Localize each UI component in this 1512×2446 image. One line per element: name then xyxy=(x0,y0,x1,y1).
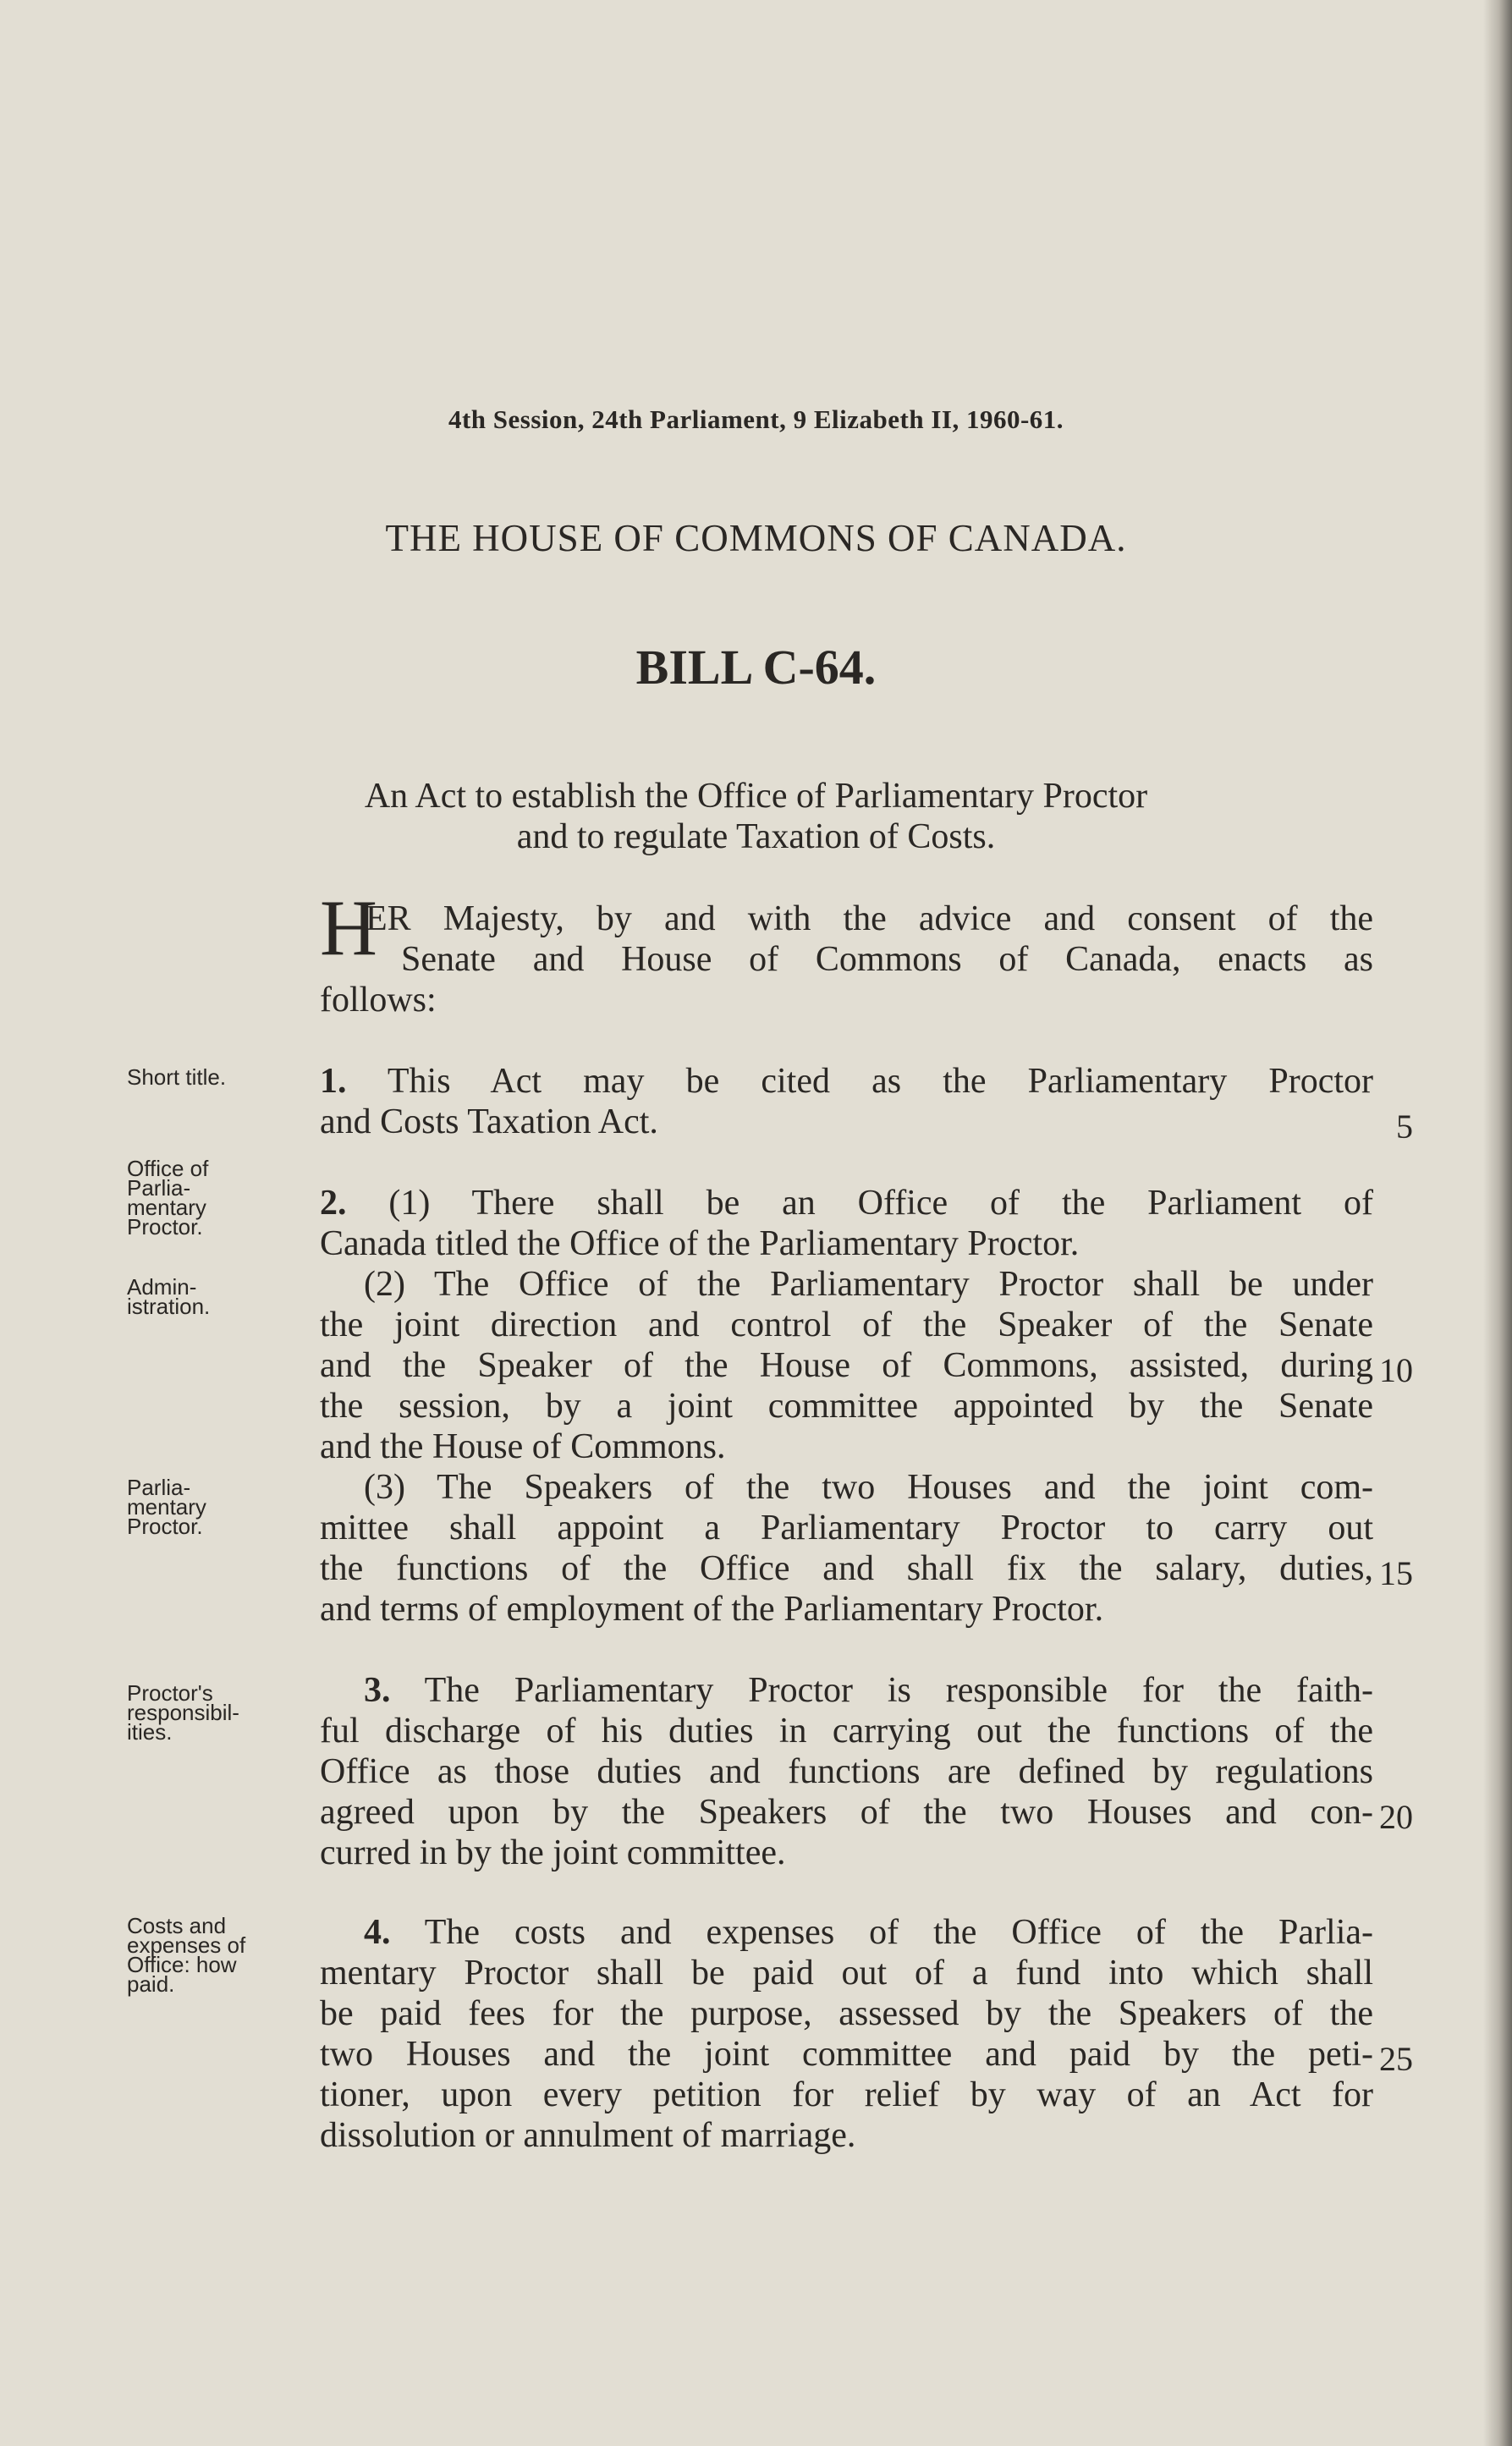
section-4-line-2: mentary Proctor shall be paid out of a fund into which shall xyxy=(320,1954,1373,1993)
bill-number: BILL C-64. xyxy=(635,640,877,695)
enacting-line-3: follows: xyxy=(320,981,437,1020)
line-number: 25 xyxy=(1379,2040,1413,2078)
section-2-line-3: (2) The Office of the Parliamentary Proctor shall be under xyxy=(364,1265,1373,1304)
section-1-line-2: and Costs Taxation Act. xyxy=(320,1102,658,1141)
section-4-line-5: tioner, upon every petition for relief by way of an Act for xyxy=(320,2075,1373,2114)
section-2-line-10: the functions of the Office and shall fix the salary, duties, xyxy=(320,1549,1373,1588)
section-2-line-6: the session, by a joint committee appointed by the Senate xyxy=(320,1387,1373,1426)
margin-note-costs: Costs and expenses of Office: how paid. xyxy=(127,1913,246,1997)
section-2-line-9: mittee shall appoint a Parliamentary Proctor to carry out xyxy=(320,1509,1373,1547)
margin-note-administration: Admin- istration. xyxy=(127,1274,211,1319)
section-2-line-7: and the House of Commons. xyxy=(320,1427,726,1466)
section-2-line-2: Canada titled the Office of the Parliamentary Proctor. xyxy=(320,1224,1080,1263)
margin-note-office: Office of Parlia- mentary Proctor. xyxy=(127,1156,209,1239)
section-number: 4. xyxy=(364,1913,391,1952)
section-4-line-1: 4. The costs and expenses of the Office of the Parlia- xyxy=(364,1913,1373,1952)
line-number: 10 xyxy=(1379,1351,1413,1389)
line-number: 15 xyxy=(1379,1554,1413,1592)
margin-note-parliamentary-proctor: Parlia- mentary Proctor. xyxy=(127,1475,206,1539)
section-2-line-4: the joint direction and control of the Speaker of the Senate xyxy=(320,1305,1373,1344)
section-number: 3. xyxy=(364,1671,391,1710)
section-1-line-1: 1. This Act may be cited as the Parliamentary Proctor xyxy=(320,1062,1373,1101)
section-2-line-5: and the Speaker of the House of Commons, assisted, during xyxy=(320,1346,1373,1385)
section-4-line-3: be paid fees for the purpose, assessed by the Speakers of the xyxy=(320,1994,1373,2033)
section-number: 2. xyxy=(320,1184,347,1223)
section-2-line-1: 2. (1) There shall be an Office of the Parliament of xyxy=(320,1184,1373,1223)
section-3-line-1: 3. The Parliamentary Proctor is responsible for the faith- xyxy=(364,1671,1373,1710)
page-edge-shadow xyxy=(1483,0,1512,2446)
section-3-line-3: Office as those duties and functions are defined by regulations xyxy=(320,1752,1373,1791)
line-number: 5 xyxy=(1396,1108,1413,1146)
section-number: 1. xyxy=(320,1062,347,1101)
section-3-line-5: curred in by the joint committee. xyxy=(320,1833,786,1872)
line-number: 20 xyxy=(1379,1798,1413,1836)
section-2-line-8: (3) The Speakers of the two Houses and the joint com- xyxy=(364,1468,1373,1507)
session-header: 4th Session, 24th Parliament, 9 Elizabeth II, 1960-61. xyxy=(448,404,1064,434)
enacting-line-2: Senate and House of Commons of Canada, enacts as xyxy=(401,940,1373,979)
enacting-line-1: ER Majesty, by and with the advice and consent of the xyxy=(366,899,1373,938)
section-3-line-2: ful discharge of his duties in carrying out the functions of the xyxy=(320,1712,1373,1751)
margin-note-responsibilities: Proctor's responsibil- ities. xyxy=(127,1680,239,1745)
section-4-line-4: two Houses and the joint committee and paid by the peti- xyxy=(320,2035,1373,2074)
long-title-line-2: and to regulate Taxation of Costs. xyxy=(516,817,996,856)
section-4-line-6: dissolution or annulment of marriage. xyxy=(320,2116,856,2155)
drop-cap: H xyxy=(320,884,377,972)
house-title: THE HOUSE OF COMMONS OF CANADA. xyxy=(385,517,1127,559)
margin-note-short-title: Short title. xyxy=(127,1064,227,1090)
long-title-line-1: An Act to establish the Office of Parliamentary Proctor xyxy=(364,777,1148,816)
section-3-line-4: agreed upon by the Speakers of the two Houses and con- xyxy=(320,1793,1373,1832)
section-2-line-11: and terms of employment of the Parliamentary Proctor. xyxy=(320,1590,1104,1629)
